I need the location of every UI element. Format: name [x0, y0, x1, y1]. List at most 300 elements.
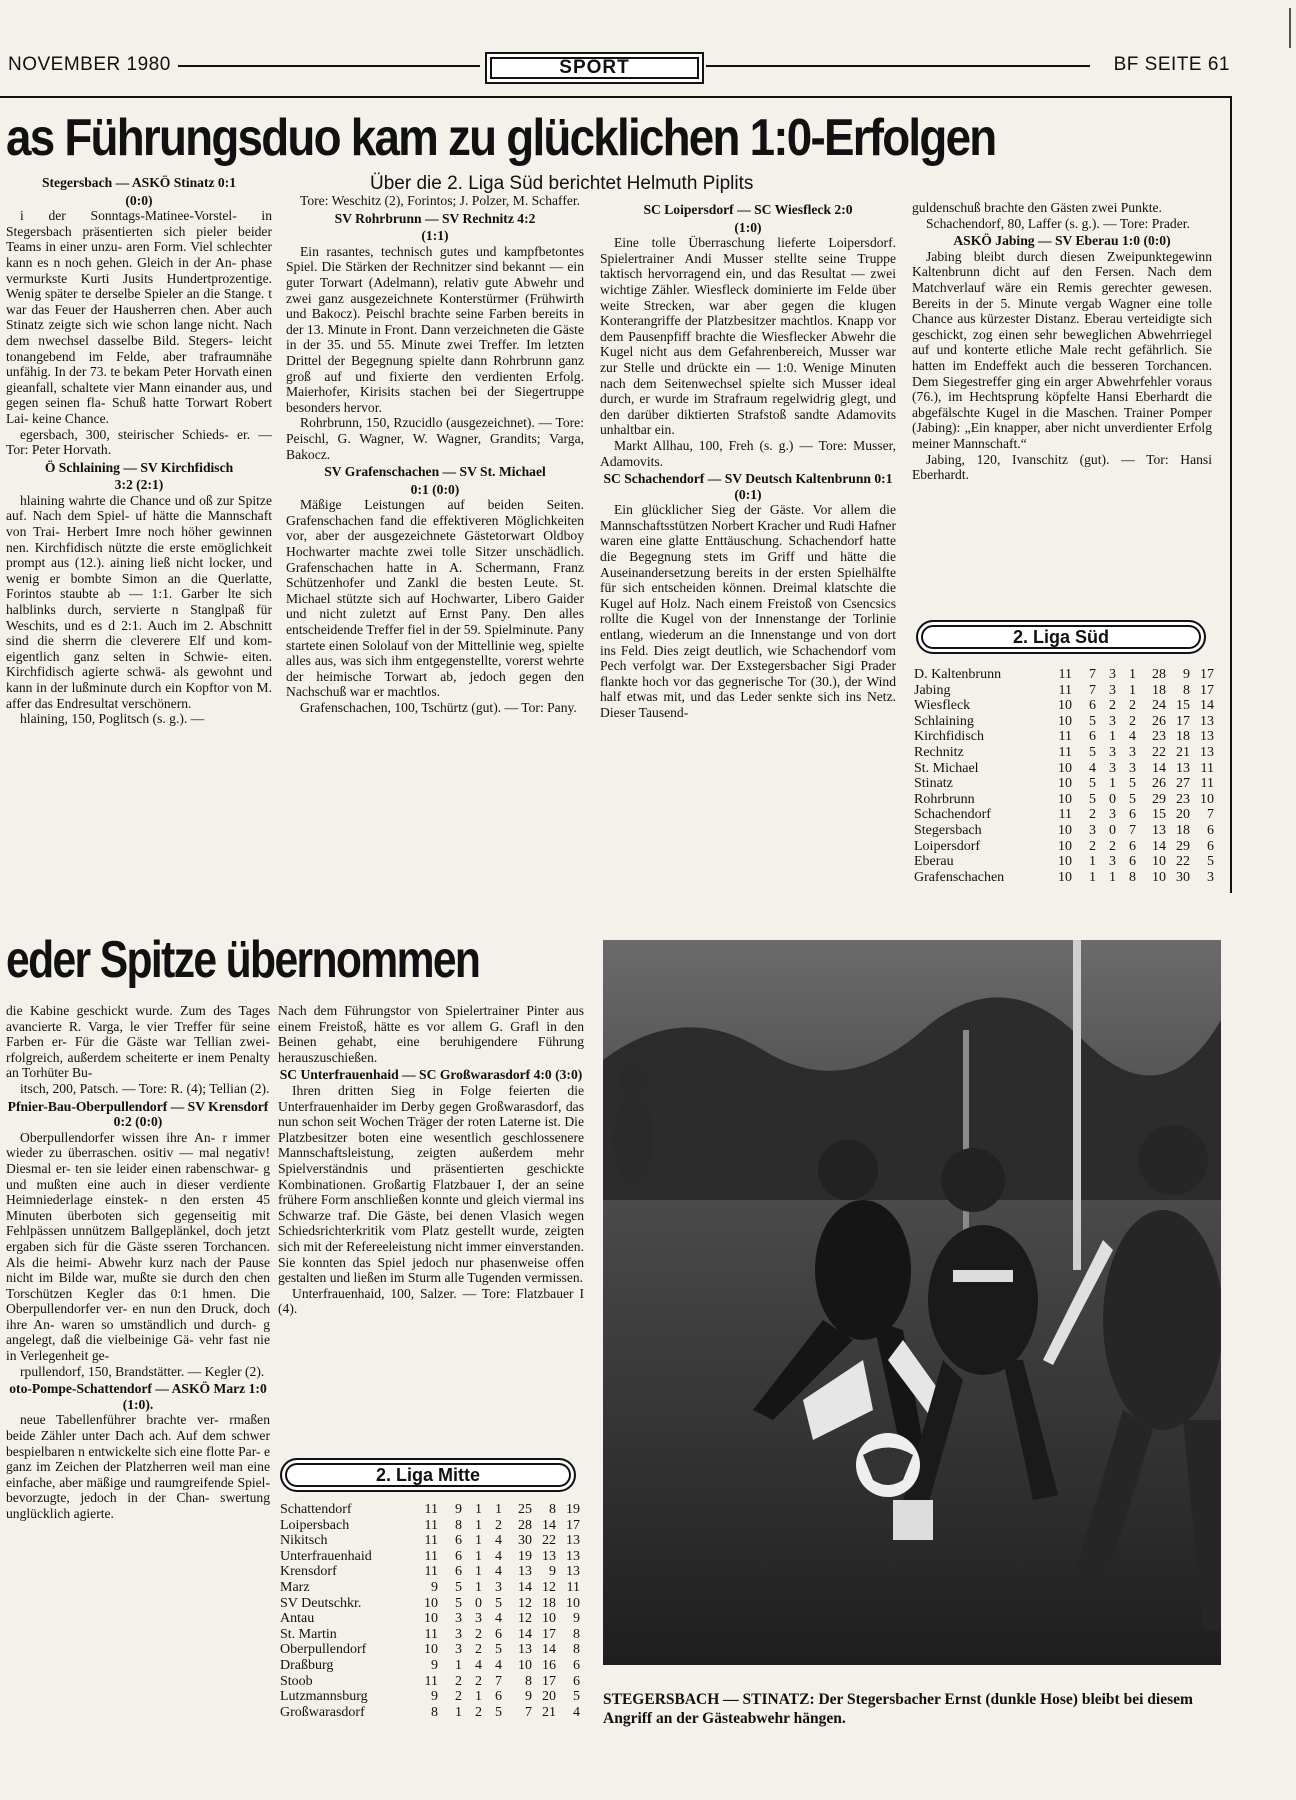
stat-cell: 3 — [1109, 854, 1116, 870]
stat-cell: 3 — [1109, 807, 1116, 823]
stat-cell: 7 — [1207, 807, 1214, 823]
team-name-cell: Wiesfleck — [914, 698, 971, 714]
stat-cell: 5 — [495, 1704, 502, 1720]
stat-cell: 9 — [455, 1502, 462, 1517]
stat-cell: 11 — [1200, 760, 1214, 776]
stat-cell: 4 — [495, 1548, 502, 1564]
stat-cell: 10 — [1152, 869, 1166, 885]
stat-cell: 10 — [424, 1595, 438, 1611]
stat-cell: 11 — [1058, 744, 1072, 760]
stat-cell: 20 — [1176, 807, 1190, 823]
stat-cell: 5 — [1129, 791, 1136, 807]
article-paragraph: i der Sonntags-Matinee-Vorstel- in Stegersbach präsentierten sich pieler beider Teams in einer unzu- aren Form. Viel schlechter kann es n noch gehen. Gleich in der An- phase vermurkste Kurti Jusits Hundertprozentige. Wenig später te derselbe Spieler an die Stange. t war das Feuer der Hausherren chen. Aber auch Stinatz zeigte sich wie schon lange nicht. Nach dem nwechsel dasselbe Bild. Stegers- leicht tonangebend im Felde, aber trafraumnähe unfähig. In der 73. te bekam Peter Horvath einen gieanfall, schaltete vier Mann einander aus, und gegen seinen fla- Schuß hatte Torwart Robert Lai- keine Chance. — [6, 208, 272, 426]
table-row — [914, 807, 1214, 823]
stat-cell: 3 — [495, 1579, 502, 1595]
stat-cell: 5 — [573, 1689, 580, 1705]
article-paragraph: Jabing, 120, Ivanschitz (gut). — Tor: Hansi Eberhardt. — [912, 451, 1212, 483]
article-paragraph: Markt Allhau, 100, Freh (s. g.) — Tore: Musser, Adamovits. — [600, 437, 896, 469]
photo-caption: STEGERSBACH — STINATZ: Der Stegersbacher Ernst (dunkle Hose) bleibt bei diesem Angriff an der Gästeabwehr hängen. — [603, 1691, 1193, 1727]
table-row — [914, 729, 1214, 745]
stat-cell: 13 — [1152, 822, 1166, 838]
stat-cell: 16 — [542, 1657, 556, 1673]
stat-cell: 11 — [1058, 667, 1072, 682]
stat-cell: 4 — [475, 1657, 482, 1673]
match-heading: ASKÖ Jabing — SV Eberau 1:0 (0:0) — [953, 233, 1171, 249]
stat-cell: 4 — [495, 1611, 502, 1627]
stat-cell: 3 — [1109, 667, 1116, 682]
team-name-cell: Lutzmannsburg — [280, 1689, 368, 1705]
stat-cell: 2 — [455, 1689, 462, 1705]
team-name-cell: Stegersbach — [914, 822, 982, 838]
stat-cell: 3 — [455, 1642, 462, 1658]
stat-cell: 10 — [1058, 869, 1072, 885]
stat-cell: 7 — [1089, 667, 1096, 682]
page-header — [0, 52, 1230, 80]
article-paragraph: Nach dem Führungstor von Spielertrainer Pinter aus einem Freistoß, hätte es vor allem G. Grafl in den Beinen gehabt, eine beruhigendere Führung herauszuschießen. — [278, 1003, 584, 1065]
stat-cell: 13 — [518, 1564, 532, 1580]
stat-cell: 13 — [1200, 713, 1214, 729]
stat-cell: 6 — [455, 1548, 462, 1564]
stat-cell: 3 — [1089, 822, 1096, 838]
article-paragraph: Oberpullendorfer wissen ihre An- r immer wieder zu überraschen. ositiv — mal negativ! Diesmal er- ten sie leider einen rabenschwar- g und mußten eine auch in dieser verdiente Heimniederlage einstek- n den ersten 45 Minuten überboten sich gegenseitig mit Fehlpässen unnützem Ballgeplänkel, doch jetzt ergaben sich für die Gäste sseren Torchancen. Als die heimi- Abwehr kurz nach der Pause nicht im Bilde war, mußte sie durch den chen Torschützen Kegler das 0:1 hmen. Die Oberpullendorfer ver- en nun den Druck, doch ihre An- waren so umständlich und durch- g angelegt, daß die vielbeinige Gä- vehr fast nie in Verlegenheit ge- — [6, 1129, 270, 1364]
stat-cell: 14 — [542, 1642, 556, 1658]
stat-cell: 1 — [1089, 854, 1096, 870]
stat-cell: 13 — [1200, 744, 1214, 760]
stat-cell: 28 — [1152, 667, 1166, 682]
stat-cell: 3 — [1109, 744, 1116, 760]
stat-cell: 10 — [1058, 838, 1072, 854]
article-paragraph: Mäßige Leistungen auf beiden Seiten. Grafenschachen fand die effektiveren Möglichkeiten vor, aber der ausgezeichnete Gästetorwart Oldboy Hochwarter machte zwei tolle Sitzer unschädlich. Grafenschachen hatte in A. Schermann, Franz Schützenhofer und Zankl die besten Leute. St. Michael stützte sich auf Hochwarter, Libero Gaider und nicht zuletzt auf Ernst Pany. Den alles entscheidende Treffer fiel in der 59. Spielminute. Pany startete einen Sololauf von der Mittellinie weg, spielte alles aus, was sich ihm entgegenstellte, vorerst wehrte der heimische Torwart ab, jedoch gegen den Nachschuß war er machtlos. — [286, 497, 584, 700]
team-name-cell: St. Martin — [280, 1626, 337, 1642]
match-heading: (1:0) — [734, 219, 762, 235]
match-heading: Ö Schlaining — SV Kirchfidisch — [44, 459, 234, 475]
stat-cell: 11 — [424, 1533, 438, 1549]
team-name-cell: Draßburg — [280, 1657, 334, 1673]
stat-cell: 2 — [475, 1642, 482, 1658]
stat-cell: 9 — [431, 1689, 438, 1705]
stat-cell: 5 — [1207, 854, 1214, 870]
match-heading: Pfnier-Bau-Oberpullendorf — SV Krensdorf 0:2 (0:0) — [7, 1098, 269, 1130]
stat-cell: 21 — [1176, 744, 1190, 760]
team-name-cell: Loipersdorf — [914, 838, 981, 854]
match-heading: SC Unterfrauenhaid — SC Großwarasdorf 4:0 (3:0) — [279, 1067, 583, 1083]
issue-date: NOVEMBER 1980 — [8, 54, 171, 75]
stat-cell: 10 — [1058, 760, 1072, 776]
stat-cell: 29 — [1176, 838, 1190, 854]
stat-cell: 7 — [1129, 822, 1136, 838]
table-row — [914, 667, 1214, 683]
stat-cell: 11 — [1058, 729, 1072, 745]
stat-cell: 2 — [1129, 713, 1136, 729]
table-row — [280, 1658, 580, 1674]
table-title-liga-sued: 2. Liga Süd — [916, 620, 1206, 654]
stat-cell: 10 — [566, 1595, 580, 1611]
stat-cell: 4 — [1129, 729, 1136, 745]
team-name-cell: Loipersbach — [280, 1517, 350, 1533]
team-name-cell: Jabing — [914, 682, 951, 698]
article-paragraph: guldenschuß brachte den Gästen zwei Punkte. — [912, 200, 1162, 215]
team-name-cell: SV Deutschkr. — [280, 1595, 362, 1611]
stat-cell: 13 — [1200, 729, 1214, 745]
team-name-cell: Unterfrauenhaid — [280, 1548, 372, 1564]
stat-cell: 8 — [1129, 869, 1136, 885]
stat-cell: 6 — [455, 1564, 462, 1580]
stat-cell: 2 — [1109, 838, 1116, 854]
stat-cell: 6 — [1129, 838, 1136, 854]
stat-cell: 9 — [549, 1564, 556, 1580]
stat-cell: 13 — [566, 1564, 580, 1580]
team-name-cell: Stinatz — [914, 776, 953, 792]
stat-cell: 12 — [518, 1595, 532, 1611]
stat-cell: 14 — [542, 1517, 556, 1533]
stat-cell: 8 — [455, 1517, 462, 1533]
team-name-cell: Stoob — [280, 1673, 313, 1689]
stat-cell: 1 — [1109, 869, 1116, 885]
table-row — [914, 683, 1214, 699]
table-row — [280, 1564, 580, 1580]
table-row — [914, 854, 1214, 870]
article-paragraph: Schachendorf, 80, Laffer (s. g.). — Tore: Prader. — [926, 215, 1190, 231]
table-row — [914, 823, 1214, 839]
edge-mark — [1289, 8, 1291, 48]
header-rule-right — [706, 65, 1090, 67]
stat-cell: 8 — [549, 1502, 556, 1517]
stat-cell: 14 — [1152, 838, 1166, 854]
article-paragraph: itsch, 200, Patsch. — Tore: R. (4); Tellian (2). — [20, 1080, 270, 1096]
stat-cell: 11 — [424, 1502, 438, 1517]
article-paragraph: hlaining, 150, Poglitsch (s. g.). — — [20, 711, 205, 727]
stat-cell: 29 — [1152, 791, 1166, 807]
stat-cell: 1 — [455, 1657, 462, 1673]
stat-cell: 17 — [1200, 667, 1214, 682]
stat-cell: 11 — [424, 1517, 438, 1533]
stat-cell: 19 — [518, 1548, 532, 1564]
table-row — [280, 1705, 580, 1721]
football-photo-image — [603, 940, 1221, 1665]
stat-cell: 6 — [1129, 854, 1136, 870]
stat-cell: 24 — [1152, 698, 1166, 714]
stat-cell: 1 — [1089, 869, 1096, 885]
stat-cell: 10 — [542, 1611, 556, 1627]
stat-cell: 15 — [1152, 807, 1166, 823]
stat-cell: 9 — [573, 1611, 580, 1627]
stat-cell: 3 — [455, 1626, 462, 1642]
stat-cell: 1 — [475, 1579, 482, 1595]
stat-cell: 14 — [1200, 698, 1214, 714]
stat-cell: 3 — [1109, 713, 1116, 729]
stat-cell: 2 — [475, 1626, 482, 1642]
table-row — [914, 870, 1214, 886]
stat-cell: 10 — [1058, 713, 1072, 729]
stat-cell: 17 — [542, 1626, 556, 1642]
team-name-cell: D. Kaltenbrunn — [914, 667, 1002, 682]
header-rule-left — [178, 65, 480, 67]
article-paragraph: Ein rasantes, technisch gutes und kampfbetontes Spiel. Die Stärken der Rechnitzer sind bekannt — ein guter Torwart (Adelmann), relativ gute Abwehr und zwei ganz ausgezeichnete Konterstürmer (Frühwirth und Bakocz). Peischl brachte seine Farben bereits in der 13. Minute in Front. Dann verzeichneten die Gäste in der 35. und 55. Minute zwei Treffer. Im letzten Drittel der Begegnung spielte dann Rohrbrunn ganz groß auf und fixierte den verdienten Erfolg. Maierhofer, Kirisits stachen bei der Siegertruppe besonders hervor. — [286, 243, 584, 415]
stat-cell: 1 — [475, 1517, 482, 1533]
stat-cell: 8 — [573, 1642, 580, 1658]
bottom-column-1 — [6, 1003, 270, 1522]
stat-cell: 6 — [455, 1533, 462, 1549]
team-name-cell: Grafenschachen — [914, 869, 1005, 885]
stat-cell: 3 — [1207, 869, 1214, 885]
stat-cell: 10 — [1058, 698, 1072, 714]
table-row — [280, 1580, 580, 1596]
stat-cell: 5 — [1129, 776, 1136, 792]
table-row — [914, 714, 1214, 730]
stat-cell: 4 — [495, 1564, 502, 1580]
section-tag: SPORT — [485, 52, 704, 84]
team-name-cell: Rechnitz — [914, 744, 964, 760]
stat-cell: 26 — [1152, 776, 1166, 792]
stat-cell: 13 — [566, 1533, 580, 1549]
stat-cell: 23 — [1152, 729, 1166, 745]
bottom-headline: eder Spitze übernommen — [6, 931, 480, 989]
stat-cell: 11 — [1058, 807, 1072, 823]
stat-cell: 10 — [1058, 854, 1072, 870]
stat-cell: 8 — [431, 1704, 438, 1720]
stat-cell: 13 — [542, 1548, 556, 1564]
stat-cell: 2 — [1089, 838, 1096, 854]
stat-cell: 17 — [542, 1673, 556, 1689]
stat-cell: 12 — [518, 1611, 532, 1627]
article-paragraph: egersbach, 300, steirischer Schieds- er. — Tor: Peter Horvath. — [6, 426, 272, 458]
stat-cell: 26 — [1152, 713, 1166, 729]
article-column-1 — [6, 173, 272, 727]
standings-table-liga-sued — [914, 667, 1214, 885]
stat-cell: 7 — [495, 1673, 502, 1689]
stat-cell: 2 — [455, 1673, 462, 1689]
stat-cell: 11 — [424, 1564, 438, 1580]
article-paragraph: die Kabine geschickt wurde. Zum des Tages avancierte R. Varga, le vier Treffer für seine Farben er- Für die Gäste war Tellian zwei- rfolgreich, außerdem scheiterte er inem Penalty an Torhüter Bu- — [6, 1003, 270, 1081]
article-paragraph: Tore: Weschitz (2), Forintos; J. Polzer, M. Schaffer. — [300, 193, 581, 208]
stat-cell: 23 — [1176, 791, 1190, 807]
page-number: BF SEITE 61 — [1113, 54, 1230, 75]
article-paragraph: Rohrbrunn, 150, Rzucidlo (ausgezeichnet). — Tore: Peischl, G. Wagner, W. Wagner, Grandits; Varga, Bakocz. — [286, 415, 584, 462]
article-paragraph: Grafenschachen, 100, Tschürtz (gut). — Tor: Pany. — [300, 700, 577, 715]
table-row — [280, 1549, 580, 1565]
stat-cell: 5 — [1089, 744, 1096, 760]
stat-cell: 3 — [475, 1611, 482, 1627]
stat-cell: 13 — [1176, 760, 1190, 776]
stat-cell: 1 — [475, 1564, 482, 1580]
stat-cell: 4 — [1089, 760, 1096, 776]
table-row — [280, 1611, 580, 1627]
stat-cell: 2 — [1129, 698, 1136, 714]
stat-cell: 1 — [475, 1548, 482, 1564]
match-heading: (0:0) — [125, 192, 153, 208]
article-column-2 — [286, 193, 584, 716]
stat-cell: 5 — [495, 1642, 502, 1658]
team-name-cell: Eberau — [914, 854, 954, 870]
stat-cell: 17 — [1176, 713, 1190, 729]
stat-cell: 2 — [475, 1673, 482, 1689]
stat-cell: 9 — [1183, 667, 1190, 682]
stat-cell: 9 — [525, 1689, 532, 1705]
stat-cell: 6 — [1129, 807, 1136, 823]
stat-cell: 18 — [1176, 729, 1190, 745]
article-paragraph: Jabing bleibt durch diesen Zweipunktegewinn Kaltenbrunn dicht auf den Fersen. Nach dem Matchverlauf wäre ein Remis gerechter gewesen. Bereits in der 5. Minute vergab Wagner eine tolle Chance aus kürzester Distanz. Eberau verteidigte sich geschickt, zog einen sehr beweglichen Abwehrriegel auf und konterte etliche Male recht gefährlich. Sie hatten im Endeffekt auch die besseren Torchancen. Dem Siegestreffer ging ein arger Abwehrfehler voraus (76.), im Hechtsprung köpfelte Hansi Eberhardt die abgefälschte Kugel in die Maschen. Trainer Pomper (Jabing): „Ein knapper, aber nicht unverdienter Erfolg meiner Mannschaft.“ — [912, 248, 1212, 451]
stat-cell: 3 — [1129, 744, 1136, 760]
table-row — [914, 761, 1214, 777]
stat-cell: 2 — [495, 1517, 502, 1533]
team-name-cell: St. Michael — [914, 760, 979, 776]
table-row — [280, 1533, 580, 1549]
table-row — [914, 776, 1214, 792]
stat-cell: 4 — [495, 1533, 502, 1549]
table-row — [280, 1518, 580, 1534]
stat-cell: 3 — [1109, 682, 1116, 698]
stat-cell: 14 — [518, 1626, 532, 1642]
stat-cell: 0 — [1109, 822, 1116, 838]
stat-cell: 1 — [475, 1502, 482, 1517]
table-row — [914, 792, 1214, 808]
stat-cell: 1 — [1129, 667, 1136, 682]
stat-cell: 10 — [1152, 854, 1166, 870]
stat-cell: 20 — [542, 1689, 556, 1705]
stat-cell: 10 — [1058, 791, 1072, 807]
stat-cell: 4 — [495, 1657, 502, 1673]
stat-cell: 6 — [1207, 838, 1214, 854]
table-row — [280, 1642, 580, 1658]
stat-cell: 10 — [424, 1611, 438, 1627]
stat-cell: 27 — [1176, 776, 1190, 792]
stat-cell: 8 — [1183, 682, 1190, 698]
stat-cell: 7 — [525, 1704, 532, 1720]
stat-cell: 11 — [566, 1579, 580, 1595]
table-row — [280, 1689, 580, 1705]
table-title-liga-mitte: 2. Liga Mitte — [280, 1458, 576, 1492]
stat-cell: 5 — [1089, 713, 1096, 729]
match-heading: Stegersbach — ASKÖ Stinatz 0:1 — [41, 175, 237, 190]
table-row — [914, 839, 1214, 855]
team-name-cell: Marz — [280, 1579, 310, 1595]
article-paragraph: rpullendorf, 150, Brandstätter. — Kegler (2). — [20, 1363, 265, 1379]
stat-cell: 2 — [1089, 807, 1096, 823]
article-column-3 — [600, 200, 896, 721]
stat-cell: 5 — [1089, 791, 1096, 807]
stat-cell: 5 — [455, 1579, 462, 1595]
table-row — [914, 745, 1214, 761]
stat-cell: 0 — [475, 1595, 482, 1611]
top-byline: Über die 2. Liga Süd berichtet Helmuth Piplits — [370, 173, 754, 194]
stat-cell: 0 — [1109, 791, 1116, 807]
stat-cell: 3 — [1129, 760, 1136, 776]
stat-cell: 11 — [424, 1548, 438, 1564]
stat-cell: 9 — [431, 1657, 438, 1673]
team-name-cell: Antau — [280, 1611, 315, 1627]
stat-cell: 1 — [495, 1502, 502, 1517]
stat-cell: 6 — [495, 1626, 502, 1642]
stat-cell: 1 — [455, 1704, 462, 1720]
stat-cell: 1 — [1109, 776, 1116, 792]
stat-cell: 19 — [566, 1502, 580, 1517]
stat-cell: 13 — [566, 1548, 580, 1564]
stat-cell: 11 — [1058, 682, 1072, 698]
stat-cell: 6 — [1207, 822, 1214, 838]
match-heading: SC Schachendorf — SV Deutsch Kaltenbrunn 0:1 (0:1) — [603, 471, 893, 502]
team-name-cell: Kirchfidisch — [914, 729, 984, 745]
stat-cell: 1 — [1109, 729, 1116, 745]
stat-cell: 18 — [542, 1595, 556, 1611]
match-heading: 3:2 (2:1) — [114, 477, 164, 493]
stat-cell: 21 — [542, 1704, 556, 1720]
article-paragraph: Unterfrauenhaid, 100, Salzer. — Tore: Flatzbauer I (4). — [278, 1285, 584, 1317]
stat-cell: 1 — [1129, 682, 1136, 698]
table-row — [280, 1502, 580, 1518]
stat-cell: 18 — [1176, 822, 1190, 838]
stat-cell: 4 — [573, 1704, 580, 1720]
team-name-cell: Schachendorf — [914, 807, 991, 823]
match-heading: SC Loipersdorf — SC Wiesfleck 2:0 — [643, 202, 853, 217]
article-paragraph: hlaining wahrte die Chance und oß zur Spitze auf. Nach dem Spiel- uf hätte die Mannschaft von Trai- Herbert Imre noch höher gewinnen nen. Kirchfidisch nützte die erste emöglichkeit prompt aus (12.). aining ließ nicht locker, und wenig er bombte Simon an die Querlatte, Forintos staubte ab — 1:1. Garber lte sich halblinks durch, servierte n Stanglpaß für Weschits, und es d 2:1. Auch im 2. Abschnitt sind die sherrn die cleverere Elf und kom- eigentlich ganz selten in Schwie- eiten. Kirchfidisch agierte schwä- als gewohnt und kann in der lußminute durch ein Kopftor von M. affer das Endresultat verschönern. — [6, 492, 272, 711]
article-paragraph: Ihren dritten Sieg in Folge feierten die Unterfrauenhaider im Derby gegen Großwarasdorf, das nun schon seit Wochen Träger der roten Laterne ist. Die Platzbesitzer boten eine wesentlich geschlossenere Mannschaftsleistung, zeigten außerdem mehr Spielverständnis und präsentierten geschickte Kombinationen. Großartig Flatzbauer I, der an seine frühere Form anschließen konnte und gleich viermal ins Schwarze traf. Die Gäste, bei denen Vlasich wegen Schiedsrichterkritik vom Platz gestellt wurde, zeigten sich mit der Refereeleistung nicht immer einverstanden. Sie konnten das Spiel jedoch nur phasenweise offen gestalten und ließen im Sturm alle Tugenden vermissen. — [278, 1082, 584, 1286]
stat-cell: 10 — [1058, 822, 1072, 838]
stat-cell: 2 — [475, 1704, 482, 1720]
stat-cell: 22 — [1152, 744, 1166, 760]
stat-cell: 25 — [518, 1502, 532, 1517]
stat-cell: 17 — [566, 1517, 580, 1533]
stat-cell: 1 — [475, 1689, 482, 1705]
bottom-column-2 — [278, 1003, 584, 1317]
stat-cell: 6 — [1089, 729, 1096, 745]
team-name-cell: Schattendorf — [280, 1502, 352, 1517]
top-headline: as Führungsduo kam zu glücklichen 1:0-Erfolgen — [6, 109, 996, 167]
stat-cell: 12 — [542, 1579, 556, 1595]
team-name-cell: Rohrbrunn — [914, 791, 975, 807]
article-paragraph: Eine tolle Überraschung lieferte Loipersdorf. Spielertrainer Andi Musser stellte seine Truppe taktisch hervorragend ein, und das Resultat — zwei wichtige Zähler. Wiesfleck dominierte im Felde über weite Strecken, war aber gegen die klugen Konterangriffe der Platzbesitzer machtlos. Knapp vor dem Pausenpfiff brachte die Wiesflecker Abwehr die Kugel nicht aus dem Gefahrenbereich, Musser war zur Stelle und drückte ein — 1:0. Wenige Minuten nach dem Seitenwechsel spielte sich Musser ideal durch, er wurde im Strafraum regelwidrig glegt, und den darüber diktierten Strafstoß sandte Adamovits unhaltbar ein. — [600, 235, 896, 438]
stat-cell: 10 — [424, 1642, 438, 1658]
team-name-cell: Oberpullendorf — [280, 1642, 367, 1658]
stat-cell: 9 — [431, 1579, 438, 1595]
stat-cell: 22 — [1176, 854, 1190, 870]
stat-cell: 30 — [518, 1533, 532, 1549]
stat-cell: 6 — [573, 1673, 580, 1689]
standings-table-liga-mitte — [280, 1502, 580, 1720]
stat-cell: 5 — [495, 1595, 502, 1611]
photo-illustration — [603, 940, 1221, 1665]
article-paragraph: Ein glücklicher Sieg der Gäste. Vor allem die Mannschaftsstützen Norbert Kracher und Rudi Hafner waren eine glatte Enttäuschung. Schachendorf hatte die Begegnung stets im Griff und hätte die Auseinandersetzung bereits in der ersten Spielhälfte für sich entscheiden können. Dreimal klatschte die Kugel auf Holz. Nach einem Freistoß von Csencsics rollte die Kugel von der Innenstange der Torlinie entlang, wiederum an die Innenstange und von dort ins Feld. Dies zeigt deutlich, wie Schachendorf vom Pech verfolgt war. Der Exstegersbacher Sigi Prader flankte hoch vor das gegnerische Tor (30.), der Wind half etwas mit, und das Leder senkte sich ins Netz. Dieser Tausend- — [600, 502, 896, 720]
stat-cell: 10 — [1200, 791, 1214, 807]
team-name-cell: Schlaining — [914, 713, 974, 729]
stat-cell: 2 — [1109, 698, 1116, 714]
stat-cell: 22 — [542, 1533, 556, 1549]
stat-cell: 7 — [1089, 682, 1096, 698]
stat-cell: 6 — [1089, 698, 1096, 714]
stat-cell: 5 — [455, 1595, 462, 1611]
table-row — [280, 1627, 580, 1643]
stat-cell: 6 — [573, 1657, 580, 1673]
match-heading: 0:1 (0:0) — [410, 481, 460, 497]
stat-cell: 11 — [1200, 776, 1214, 792]
table-row — [280, 1674, 580, 1690]
team-name-cell: Nikitsch — [280, 1533, 328, 1549]
stat-cell: 10 — [1058, 776, 1072, 792]
stat-cell: 30 — [1176, 869, 1190, 885]
team-name-cell: Krensdorf — [280, 1564, 337, 1580]
article-column-4 — [912, 200, 1212, 483]
table-row — [914, 698, 1214, 714]
table-row — [280, 1596, 580, 1612]
stat-cell: 14 — [1152, 760, 1166, 776]
article-paragraph: neue Tabellenführer brachte ver- rmaßen beide Zähler unter Dach ach. Auf dem schwer bespielbaren n entwickelte sich eine flotte Par- e ganz im Zeichen der Platzherren weil man eine einfache, aber mäßige und raumgreifende Spiel- bevorzugte, jedoch in der Chan- swertung unglücklich agierte. — [6, 1412, 270, 1521]
stat-cell: 8 — [573, 1626, 580, 1642]
stat-cell: 8 — [525, 1673, 532, 1689]
stat-cell: 18 — [1152, 682, 1166, 698]
stat-cell: 11 — [424, 1626, 438, 1642]
match-heading: (1:1) — [421, 228, 449, 244]
stat-cell: 1 — [475, 1533, 482, 1549]
stat-cell: 3 — [455, 1611, 462, 1627]
